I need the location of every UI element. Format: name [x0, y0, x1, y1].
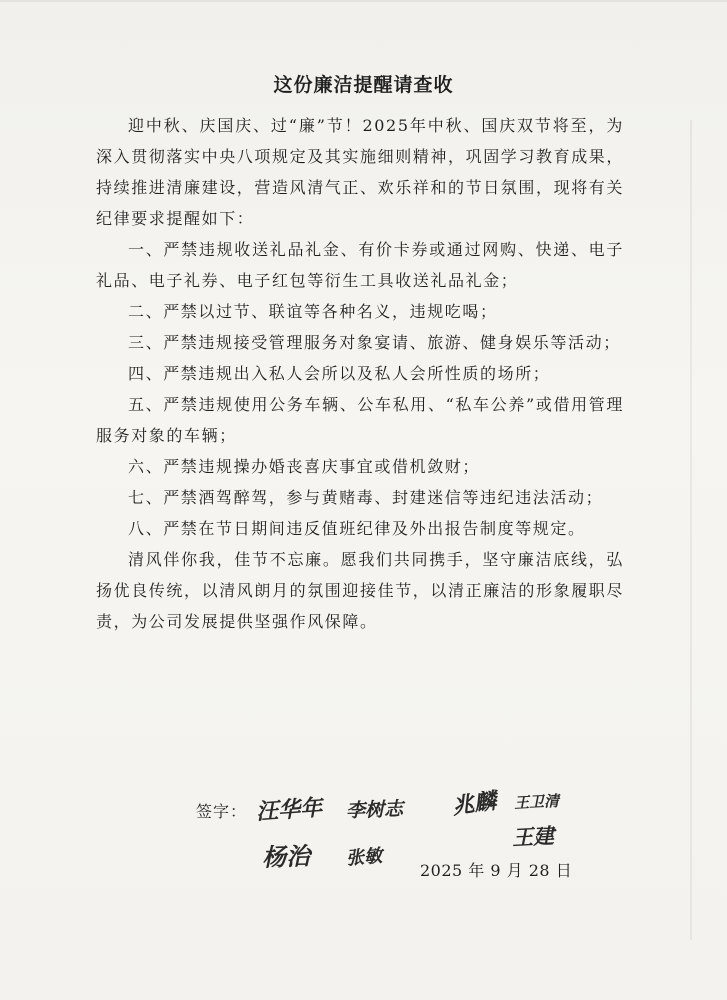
rule-1: 一、严禁违规收送礼品礼金、有价卡券或通过网购、快递、电子礼品、电子礼券、电子红包等衍生工具收送礼品礼金； [96, 240, 624, 290]
rule-6: 六、严禁违规操办婚丧喜庆事宜或借机敛财； [128, 457, 481, 476]
rule-8: 八、严禁在节日期间违反值班纪律及外出报告制度等规定。 [128, 519, 586, 538]
signature-1: 汪华年 [255, 794, 323, 826]
scan-fold [690, 120, 692, 940]
rule-7: 七、严禁酒驾醉驾，参与黄赌毒、封建迷信等违纪违法活动； [128, 488, 604, 507]
signature-2: 李树志 [345, 798, 404, 822]
signature-6: 张敏 [345, 845, 383, 870]
signature-4: 王卫清 [513, 791, 560, 813]
rule-5: 五、严禁违规使用公务车辆、公车私用、“私车公养”或借用管理服务对象的车辆； [96, 395, 624, 445]
document-title: 这份廉洁提醒请查收 [273, 74, 454, 96]
signature-label: 签字： [196, 802, 248, 821]
rule-3: 三、严禁违规接受管理服务对象宴请、旅游、健身娱乐等活动； [128, 333, 621, 352]
rule-2: 二、严禁以过节、联谊等各种名义，违规吃喝； [128, 302, 498, 321]
signature-5: 杨治 [261, 841, 311, 872]
paragraph-closing: 清风伴你我，佳节不忘廉。愿我们共同携手，坚守廉洁底线，弘扬优良传统，以清风朗月的氛围迎接佳节，以清正廉洁的形象履职尽责，为公司发展提供坚强作风保障。 [96, 550, 625, 631]
signature-7: 王建 [511, 822, 555, 851]
document-date: 2025 年 9 月 28 日 [420, 861, 573, 880]
document-body [96, 110, 624, 637]
signature-3: 兆麟 [450, 788, 498, 820]
rule-4: 四、严禁违规出入私人会所以及私人会所性质的场所； [128, 364, 551, 383]
paragraph-intro: 迎中秋、庆国庆、过“廉”节！2025年中秋、国庆双节将至，为深入贯彻落实中央八项规定及其实施细则精神，巩固学习教育成果，持续推进清廉建设，营造风清气正、欢乐祥和的节日氛围，现将有关纪律要求提醒如下： [96, 116, 625, 228]
scan-edge [0, 0, 727, 2]
